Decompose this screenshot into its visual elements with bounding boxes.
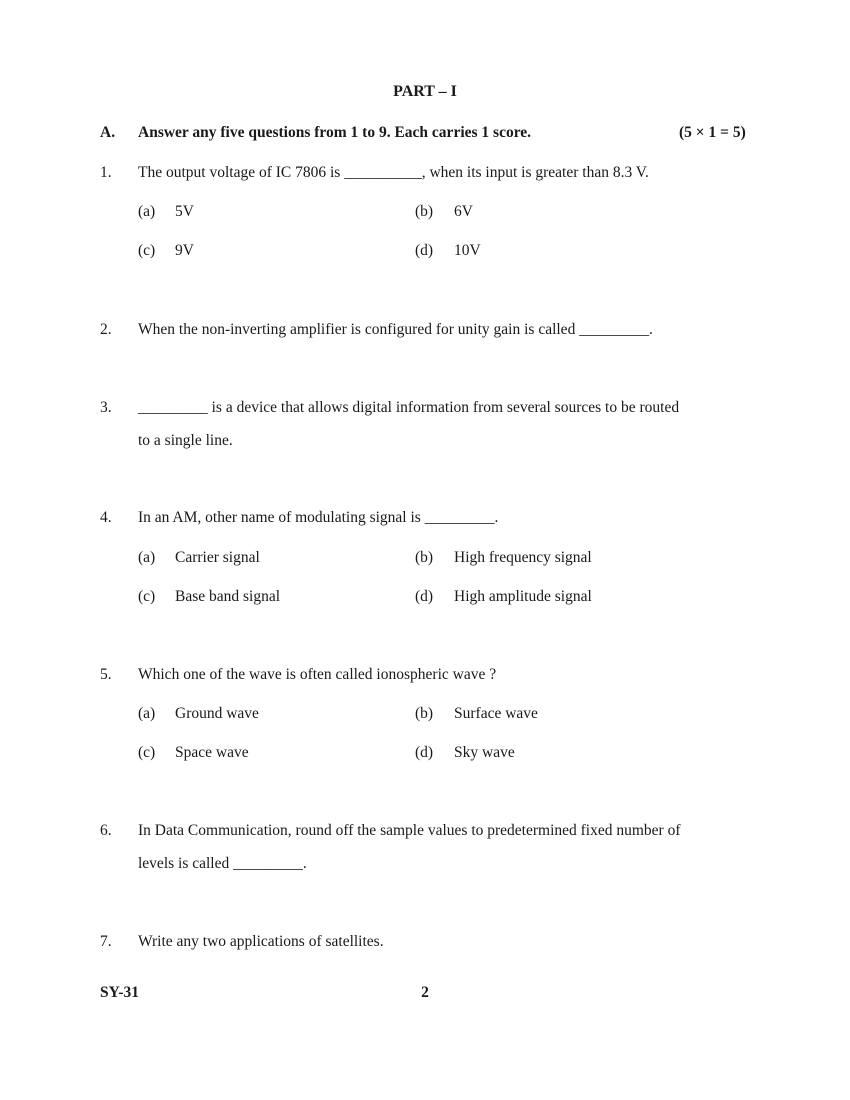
question-number: 5. xyxy=(100,666,112,683)
option-text: 6V xyxy=(454,203,473,220)
question-text: Which one of the wave is often called ionospheric wave ? xyxy=(138,666,497,683)
question-text: In an AM, other name of modulating signal is _________. xyxy=(138,509,499,526)
option-label: (d) xyxy=(415,588,434,605)
question-text: When the non-inverting amplifier is configured for unity gain is called _________. xyxy=(138,321,653,338)
option-label: (a) xyxy=(138,549,156,566)
section-score: (5 × 1 = 5) xyxy=(679,124,746,141)
question-text: In Data Communication, round off the sample values to predetermined fixed number of xyxy=(138,822,681,839)
part-title: PART – I xyxy=(393,83,457,100)
question-text-continued: to a single line. xyxy=(138,432,233,449)
option-label: (b) xyxy=(415,203,434,220)
question-number: 7. xyxy=(100,933,112,950)
question-text: _________ is a device that allows digital information from several sources to be routed xyxy=(138,399,680,416)
question-text: Write any two applications of satellites. xyxy=(138,933,384,950)
option-text: Base band signal xyxy=(175,588,281,605)
option-text: High frequency signal xyxy=(454,549,592,566)
paper-code: SY-31 xyxy=(100,984,140,1001)
option-text: Carrier signal xyxy=(175,549,260,566)
question-number: 1. xyxy=(100,164,112,181)
option-text: 10V xyxy=(454,242,481,259)
question-number: 3. xyxy=(100,399,112,416)
option-label: (a) xyxy=(138,203,156,220)
option-label: (a) xyxy=(138,705,156,722)
option-label: (b) xyxy=(415,705,434,722)
question-text-continued: levels is called _________. xyxy=(138,855,307,872)
option-text: Surface wave xyxy=(454,705,538,722)
option-text: Ground wave xyxy=(175,705,259,722)
question-number: 6. xyxy=(100,822,112,839)
option-text: 9V xyxy=(175,242,194,259)
question-number: 2. xyxy=(100,321,112,338)
option-label: (b) xyxy=(415,549,434,566)
section-letter: A. xyxy=(100,124,116,141)
option-label: (c) xyxy=(138,242,156,259)
option-text: Space wave xyxy=(175,744,249,761)
option-label: (c) xyxy=(138,744,156,761)
page-number: 2 xyxy=(421,984,429,1001)
option-label: (c) xyxy=(138,588,156,605)
option-label: (d) xyxy=(415,242,434,259)
question-text: The output voltage of IC 7806 is __________, when its input is greater than 8.3 V. xyxy=(138,164,649,181)
option-label: (d) xyxy=(415,744,434,761)
question-number: 4. xyxy=(100,509,112,526)
option-text: 5V xyxy=(175,203,194,220)
option-text: Sky wave xyxy=(454,744,515,761)
section-instruction: Answer any five questions from 1 to 9. Each carries 1 score. xyxy=(138,124,532,141)
option-text: High amplitude signal xyxy=(454,588,592,605)
